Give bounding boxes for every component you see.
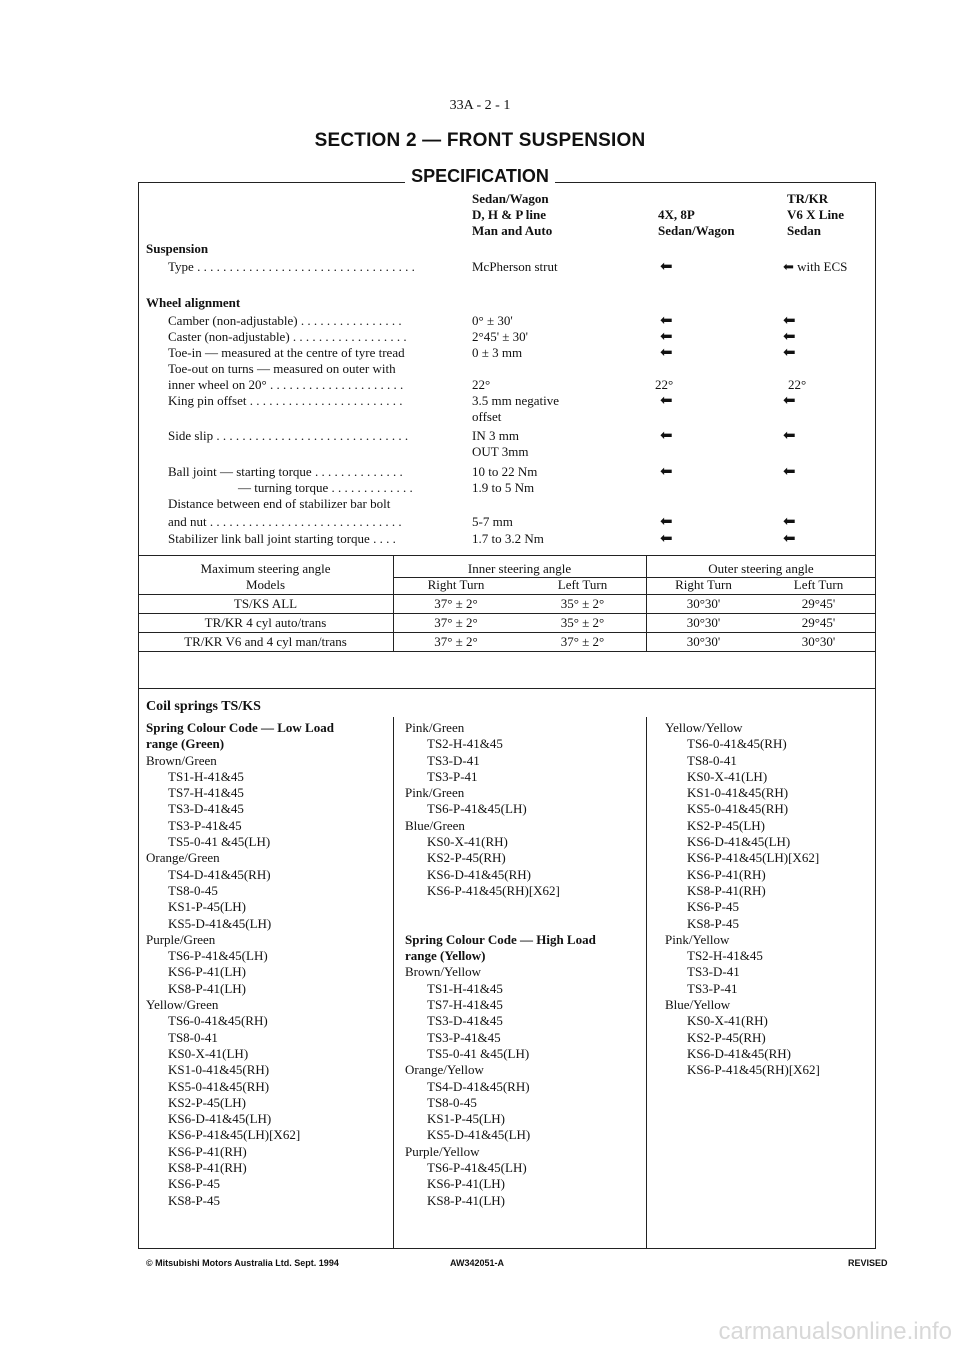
stabilizer-link-label: Stabilizer link ball joint starting torque . . . . xyxy=(168,531,396,546)
spring-model-code: KS5-0-41&45(RH) xyxy=(687,801,789,817)
spring-model-code: KS6-P-45 xyxy=(168,1176,221,1192)
spring-model-code: TS5-0-41 &45(LH) xyxy=(427,1045,530,1061)
same-arrow-icon: ⬅ xyxy=(783,428,796,444)
same-arrow-icon: ⬅ xyxy=(660,329,673,345)
same-arrow-icon: ⬅ xyxy=(660,514,673,530)
outer-left-value: 29°45' xyxy=(801,596,836,611)
spring-model-code: KS8-P-41(LH) xyxy=(168,980,246,996)
toe-in-label: Toe-in — measured at the centre of tyre tread xyxy=(168,345,405,360)
spring-model-code: TS3-D-41 xyxy=(427,752,480,768)
same-arrow-icon: ⬅ xyxy=(660,464,673,480)
spring-model-code: TS3-D-41&45 xyxy=(427,1013,503,1029)
footer-revised: REVISED xyxy=(848,1258,888,1268)
spring-model-code: TS2-H-41&45 xyxy=(687,948,763,964)
max-steering-header: Maximum steering angle xyxy=(200,561,331,576)
spring-model-code: TS8-0-45 xyxy=(427,1094,477,1110)
spring-model-code: TS7-H-41&45 xyxy=(168,785,244,801)
spring-model-code: TS8-0-45 xyxy=(168,882,218,898)
spring-range-heading: range (Yellow) xyxy=(405,948,486,964)
header-col2: 4X, 8P Sedan/Wagon xyxy=(658,207,735,238)
spring-model-code: TS3-P-41&45 xyxy=(168,817,242,833)
same-arrow-icon: ⬅ xyxy=(783,345,796,361)
spring-model-code: KS6-D-41&45(RH) xyxy=(687,1045,791,1061)
spring-range-heading: Spring Colour Code — High Load xyxy=(405,931,596,947)
inner-left-value: 37° ± 2° xyxy=(560,634,605,649)
spring-model-code: KS8-P-41(LH) xyxy=(427,1192,505,1208)
spring-model-code: TS7-H-41&45 xyxy=(427,997,503,1013)
watermark: carmanualsonline.info xyxy=(718,1318,952,1345)
spring-model-code: KS6-P-45 xyxy=(687,899,740,915)
spring-colour-label: Orange/Yellow xyxy=(405,1062,484,1078)
distance-label-1: Distance between end of stabilizer bar bolt xyxy=(168,496,391,511)
spring-colour-label: Yellow/Green xyxy=(146,997,219,1013)
toe-out-value: 22° xyxy=(472,377,491,392)
spring-model-code: KS0-X-41(LH) xyxy=(687,768,768,784)
stabilizer-link-value: 1.7 to 3.2 Nm xyxy=(472,531,544,546)
spring-model-code: TS6-P-41&45(LH) xyxy=(427,1160,527,1176)
spring-model-code: KS5-D-41&45(LH) xyxy=(168,915,272,931)
coil-springs-title: Coil springs TS/KS xyxy=(146,699,261,714)
spring-model-code: KS1-0-41&45(RH) xyxy=(168,1062,270,1078)
spring-model-code: TS3-P-41 xyxy=(687,980,738,996)
same-arrow-icon: ⬅ xyxy=(660,313,673,329)
inner-left-header: Left Turn xyxy=(557,577,608,592)
spring-colour-label: Pink/Green xyxy=(405,785,465,801)
toe-out-value-col2: 22° xyxy=(655,377,674,392)
spring-model-code: KS6-P-41(LH) xyxy=(427,1176,505,1192)
outer-left-value: 30°30' xyxy=(801,634,836,649)
spring-model-code: TS3-D-41&45 xyxy=(168,801,244,817)
footer-document-code: AW342051-A xyxy=(450,1258,505,1268)
toe-out-label-2: inner wheel on 20° . . . . . . . . . . . . . . . . . . . . . xyxy=(168,377,404,392)
side-slip-label: Side slip . . . . . . . . . . . . . . . . . . . . . . . . . . . . . . xyxy=(168,428,409,443)
outer-right-value: 30°30' xyxy=(686,596,721,611)
ball-joint-value: 10 to 22 Nm xyxy=(472,464,538,479)
divider xyxy=(393,717,394,1249)
coil-column-1 xyxy=(146,720,334,1209)
spring-colour-label: Purple/Green xyxy=(146,931,216,947)
steering-model: TS/KS ALL xyxy=(233,596,298,611)
spring-colour-label: Yellow/Yellow xyxy=(665,720,743,735)
divider xyxy=(646,717,647,1249)
inner-right-header: Right Turn xyxy=(427,577,485,592)
spring-model-code: KS6-P-41(LH) xyxy=(168,964,246,980)
spring-model-code: KS6-P-41&45(LH)[X62] xyxy=(168,1127,301,1143)
spring-model-code: KS6-P-41(RH) xyxy=(168,1143,247,1159)
spring-model-code: TS6-0-41&45(RH) xyxy=(687,736,787,752)
spring-model-code: TS5-0-41 &45(LH) xyxy=(168,834,271,850)
steering-model: TR/KR V6 and 4 cyl man/trans xyxy=(184,634,347,649)
spring-colour-label: Pink/Green xyxy=(405,720,465,735)
same-arrow-icon: ⬅ xyxy=(660,393,673,409)
spring-model-code: TS4-D-41&45(RH) xyxy=(427,1078,530,1094)
spring-model-code: KS8-P-41(RH) xyxy=(168,1160,247,1176)
type-value-col3: ⬅ with ECS xyxy=(783,259,848,274)
spring-model-code: TS1-H-41&45 xyxy=(427,980,503,996)
type-value: McPherson strut xyxy=(472,259,558,274)
spring-model-code: KS1-0-41&45(RH) xyxy=(687,785,789,801)
outer-right-header: Right Turn xyxy=(675,577,732,592)
spring-model-code: TS3-D-41 xyxy=(687,964,740,980)
caster-value: 2°45' ± 30' xyxy=(472,329,529,344)
divider xyxy=(138,594,876,595)
spring-model-code: TS4-D-41&45(RH) xyxy=(168,866,271,882)
divider xyxy=(138,632,876,633)
spring-model-code: KS1-P-45(LH) xyxy=(427,1111,505,1127)
spring-model-code: KS6-D-41&45(LH) xyxy=(168,1111,272,1127)
inner-steering-header: Inner steering angle xyxy=(467,561,572,576)
spring-model-code: KS8-P-45 xyxy=(168,1192,221,1208)
spring-model-code: KS6-D-41&45(LH) xyxy=(687,834,791,850)
ball-joint-label: Ball joint — starting torque . . . . . . . . . . . . . . xyxy=(168,464,403,479)
spring-model-code: TS1-H-41&45 xyxy=(168,768,244,784)
specification-heading: SPECIFICATION xyxy=(0,166,960,187)
inner-right-value: 37° ± 2° xyxy=(434,634,478,649)
spring-model-code: KS0-X-41(RH) xyxy=(687,1013,768,1029)
spring-model-code: TS6-0-41&45(RH) xyxy=(168,1013,268,1029)
spring-model-code: TS6-P-41&45(LH) xyxy=(168,948,268,964)
inner-left-value: 35° ± 2° xyxy=(560,615,605,630)
page-number: 33A - 2 - 1 xyxy=(449,98,511,113)
same-arrow-icon: ⬅ xyxy=(783,313,796,329)
section-title: SECTION 2 — FRONT SUSPENSION xyxy=(314,130,646,151)
spring-model-code: KS0-X-41(RH) xyxy=(427,834,508,850)
side-slip-value: IN 3 mm OUT 3mm xyxy=(472,428,529,459)
divider xyxy=(138,688,876,689)
spring-model-code: KS6-D-41&45(RH) xyxy=(427,866,531,882)
same-arrow-icon: ⬅ xyxy=(660,259,673,275)
same-arrow-icon: ⬅ xyxy=(660,428,673,444)
outer-steering-header: Outer steering angle xyxy=(708,561,814,576)
spring-model-code: KS2-P-45(LH) xyxy=(687,817,765,833)
outer-left-value: 29°45' xyxy=(801,615,836,630)
spring-model-code: TS8-0-41 xyxy=(168,1029,218,1045)
spring-model-code xyxy=(405,899,596,915)
inner-right-value: 37° ± 2° xyxy=(434,615,478,630)
outer-right-value: 30°30' xyxy=(686,634,721,649)
same-arrow-icon: ⬅ xyxy=(783,259,794,274)
divider xyxy=(138,613,876,614)
same-arrow-icon: ⬅ xyxy=(783,514,796,530)
spring-colour-label: Orange/Green xyxy=(146,850,220,866)
spring-model-code: KS6-P-41&45(RH)[X62] xyxy=(687,1062,820,1078)
divider xyxy=(393,577,876,578)
camber-label: Camber (non-adjustable) . . . . . . . . . . . . . . . . xyxy=(168,313,402,328)
spring-model-code: TS3-P-41&45 xyxy=(427,1029,501,1045)
spring-colour-label: Brown/Green xyxy=(146,752,217,768)
spring-model-code: TS8-0-41 xyxy=(687,752,737,768)
spring-model-code: TS6-P-41&45(LH) xyxy=(427,801,527,817)
divider xyxy=(138,555,876,556)
header-col3: TR/KR V6 X Line Sedan xyxy=(787,191,845,238)
coil-column-2 xyxy=(405,720,596,1209)
same-arrow-icon: ⬅ xyxy=(783,329,796,345)
king-pin-value: 3.5 mm negative offset xyxy=(472,393,560,424)
spring-model-code: KS8-P-45 xyxy=(687,915,740,931)
outer-left-header: Left Turn xyxy=(793,577,844,592)
spring-model-code: KS2-P-45(RH) xyxy=(427,850,506,866)
spring-model-code: KS2-P-45(RH) xyxy=(687,1029,766,1045)
type-label: Type . . . . . . . . . . . . . . . . . . . . . . . . . . . . . . . . . . xyxy=(168,259,415,274)
spring-model-code: KS6-P-41&45(LH)[X62] xyxy=(687,850,820,866)
steering-model: TR/KR 4 cyl auto/trans xyxy=(204,615,327,630)
toe-in-value: 0 ± 3 mm xyxy=(472,345,523,360)
outer-right-value: 30°30' xyxy=(686,615,721,630)
spring-model-code: TS3-P-41 xyxy=(427,768,478,784)
caster-label: Caster (non-adjustable) . . . . . . . . . . . . . . . . . . xyxy=(168,329,407,344)
same-arrow-icon: ⬅ xyxy=(660,345,673,361)
header-col1: Sedan/Wagon D, H & P line Man and Auto xyxy=(472,191,553,238)
spring-model-code: KS2-P-45(LH) xyxy=(168,1094,246,1110)
inner-right-value: 37° ± 2° xyxy=(434,596,478,611)
spring-model-code: TS2-H-41&45 xyxy=(427,736,503,752)
spring-colour-label: Purple/Yellow xyxy=(405,1143,480,1159)
spring-colour-label: Brown/Yellow xyxy=(405,964,481,980)
king-pin-label: King pin offset . . . . . . . . . . . . . . . . . . . . . . . . xyxy=(168,393,403,408)
distance-label-2: and nut . . . . . . . . . . . . . . . . . . . . . . . . . . . . . . xyxy=(168,514,402,529)
camber-value: 0° ± 30' xyxy=(472,313,513,328)
spring-model-code: KS6-P-41&45(RH)[X62] xyxy=(427,882,560,898)
models-header: Models xyxy=(246,577,285,592)
spring-model-code: KS5-0-41&45(RH) xyxy=(168,1078,270,1094)
spring-model-code: KS0-X-41(LH) xyxy=(168,1045,249,1061)
same-arrow-icon: ⬅ xyxy=(783,531,796,547)
spring-model-code: KS6-P-41(RH) xyxy=(687,866,766,882)
footer-copyright: © Mitsubishi Motors Australia Ltd. Sept. 1994 xyxy=(146,1258,339,1268)
distance-value: 5-7 mm xyxy=(472,514,513,529)
spring-colour-label: Blue/Yellow xyxy=(665,997,731,1013)
same-arrow-icon: ⬅ xyxy=(660,531,673,547)
coil-column-3 xyxy=(665,720,820,1079)
spring-colour-label: Pink/Yellow xyxy=(665,931,730,947)
spring-colour-label: Blue/Green xyxy=(405,817,465,833)
spring-range-heading: Spring Colour Code — Low Load xyxy=(146,720,334,735)
spring-model-code: KS1-P-45(LH) xyxy=(168,899,246,915)
turning-torque-label: — turning torque . . . . . . . . . . . . . xyxy=(238,480,413,495)
spring-model-code: KS5-D-41&45(LH) xyxy=(427,1127,531,1143)
toe-out-label-1: Toe-out on turns — measured on outer with xyxy=(168,361,396,376)
same-arrow-icon: ⬅ xyxy=(783,464,796,480)
spring-range-heading: range (Green) xyxy=(146,736,225,752)
suspension-heading: Suspension xyxy=(146,241,209,256)
toe-out-value-col3: 22° xyxy=(788,377,807,392)
spring-model-code: KS8-P-41(RH) xyxy=(687,882,766,898)
same-arrow-icon: ⬅ xyxy=(783,393,796,409)
inner-left-value: 35° ± 2° xyxy=(560,596,605,611)
turning-torque-value: 1.9 to 5 Nm xyxy=(472,480,535,495)
spring-model-code xyxy=(405,916,596,932)
divider xyxy=(138,651,876,652)
wheel-alignment-heading: Wheel alignment xyxy=(146,295,241,310)
